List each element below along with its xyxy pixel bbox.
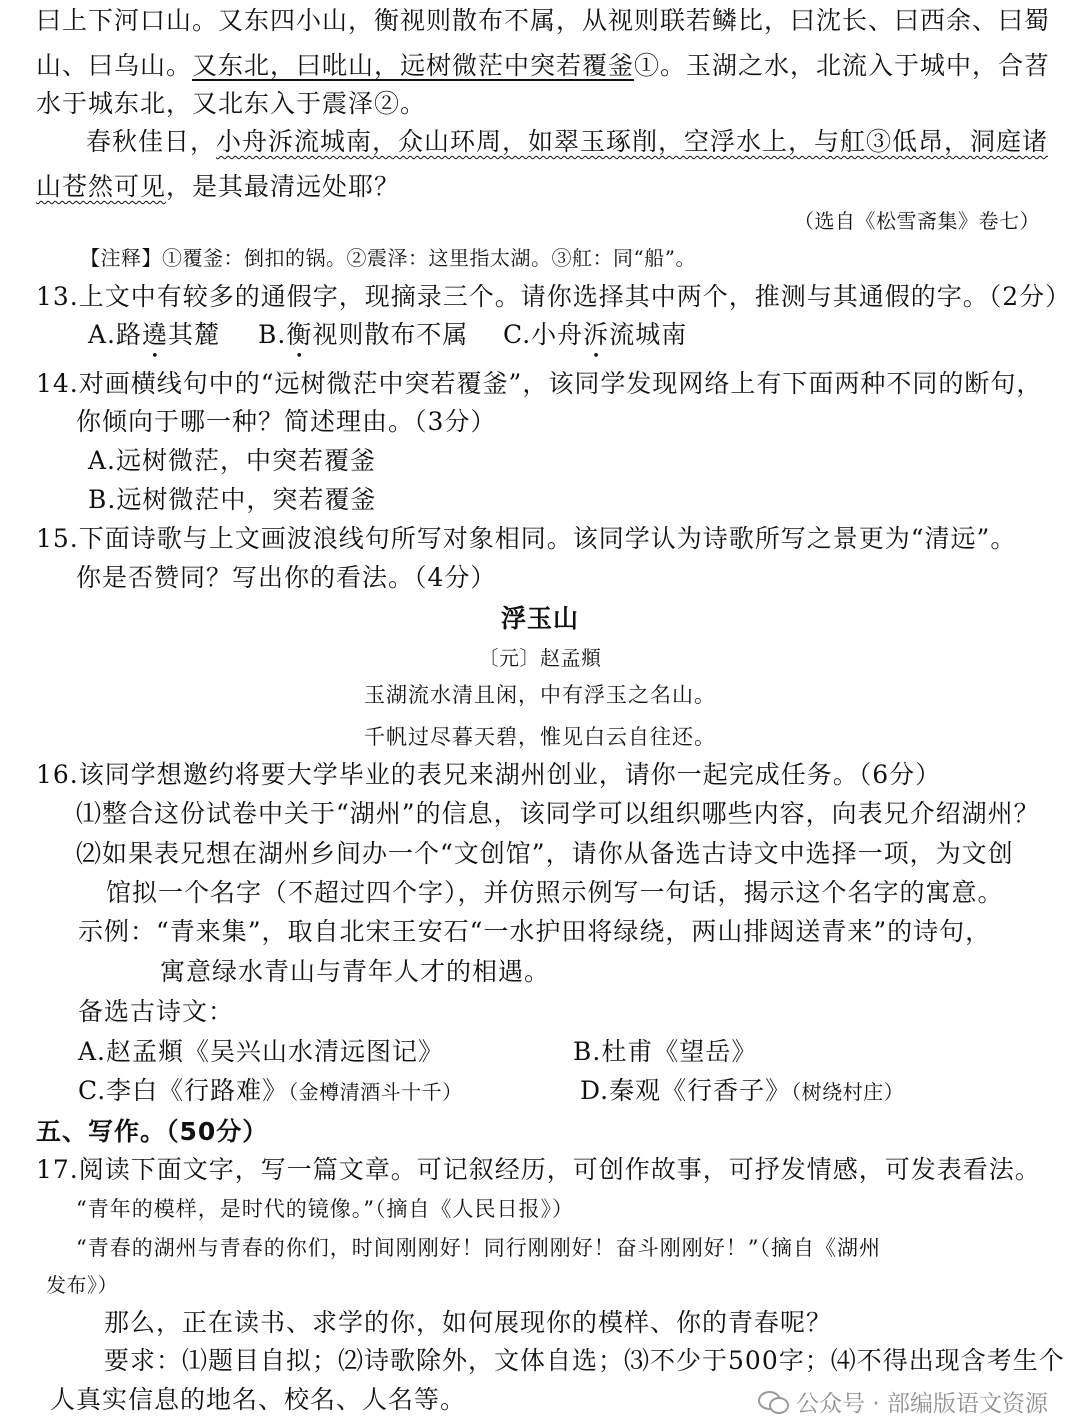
q13-a-post: 其麓 (168, 320, 221, 349)
q16-example-line-2: 寓意绿水青山与青年人才的相遇。 (160, 957, 551, 986)
q13-option-c (503, 320, 687, 364)
q14-option-b: B.远树微茫中，突若覆釜 (88, 485, 377, 514)
q17-quote-1: “青年的模样，是时代的镜像。”（摘自《人民日报》） (76, 1197, 574, 1221)
q16-option-c-note: （金樽清酒斗十千） (288, 1080, 463, 1104)
passage-notes: 【注释】①覆釜：倒扣的锅。②震泽：这里指太湖。③舡：同“船”。 (80, 246, 696, 270)
q16-option-b: B.杜甫《望岳》 (573, 1037, 758, 1066)
q17-requirements-line-2: 人真实信息的地名、校名、人名等。 (50, 1385, 467, 1414)
q17-stem: 17.阅读下面文字，写一篇文章。可记叙经历，可创作故事，可抒发情感，可发表看法。 (36, 1155, 1041, 1184)
q14-stem-line-1: 14.对画横线句中的“远树微茫中突若覆釜”，该同学发现网络上有下面两种不同的断句， (36, 369, 1043, 398)
passage-line-2-start: 山、曰乌山。 (36, 51, 193, 80)
q13-b-dotted: 衡 (286, 320, 313, 349)
q13-a-dotted: 遶 (142, 320, 169, 349)
passage-line-3: 水于城东北，又北东入于震泽②。 (36, 89, 427, 118)
passage-line-2 (36, 51, 1050, 81)
q16-stem: 16.该同学想邀约将要大学毕业的表兄来湖州创业，请你一起完成任务。（6分） (36, 760, 942, 789)
q16-option-c (78, 1076, 463, 1106)
passage-line-5-end: ，是其最清远处耶？ (166, 172, 401, 201)
q15-stem-line-2: 你是否赞同？写出你的看法。（4分） (76, 563, 497, 592)
q13-c-post: 流城南 (609, 320, 688, 349)
watermark-text: 公众号 · 部编版语文资源 (796, 1390, 1048, 1417)
q16-part-1: ⑴整合这份试卷中关于“湖州”的信息，该同学可以组织哪些内容，向表兄介绍湖州？ (76, 799, 1040, 828)
poem-line-1: 玉湖流水清且闲，中有浮玉之名山。 (364, 683, 716, 707)
wechat-icon (758, 1389, 788, 1413)
passage-line-2-end: ①。玉湖之水，北流入于城中，合苕 (634, 51, 1051, 80)
q17-quote-2-line-1: “青春的湖州与青春的你们，时间刚刚好！同行刚刚好！奋斗刚刚好！”（摘自《湖州 (76, 1236, 881, 1260)
q16-options-label: 备选古诗文： (78, 997, 235, 1026)
q13-b-post: 视则散布不属 (312, 320, 469, 349)
watermark (628, 1384, 1048, 1418)
q16-option-a: A.赵孟頫《吴兴山水清远图记》 (78, 1037, 445, 1066)
q13-c-pre: C.小舟 (503, 320, 584, 349)
q16-option-d-title: D.秦观《行香子》 (580, 1076, 792, 1105)
q17-quote-2-line-2: 发布》） (46, 1273, 118, 1297)
poem-line-2: 千帆过尽暮天碧，惟见白云自往还。 (364, 725, 716, 749)
q16-part-2-line-2: 馆拟一个名字（不超过四个字），并仿照示例写一句话，揭示这个名字的寓意。 (106, 878, 1004, 907)
q17-prompt: 那么，正在读书、求学的你，如何展现你的模样、你的青春呢？ (104, 1308, 833, 1337)
q13-option-b (258, 320, 468, 364)
wavy-sentence-part-2: 山苍然可见 (36, 172, 167, 201)
q16-example-line-1: 示例：“青来集”，取自北宋王安石“一水护田将绿绕，两山排闼送青来”的诗句， (78, 917, 992, 946)
passage-line-5 (36, 172, 400, 202)
q15-stem-line-1: 15.下面诗歌与上文画波浪线句所写对象相同。该同学认为诗歌所写之景更为“清远”。 (36, 524, 1017, 553)
q16-part-2-line-1: ⑵如果表兄想在湖州乡间办一个“文创馆”，请你从备选古诗文中选择一项，为文创 (76, 839, 1014, 868)
wavy-sentence-part-1: 小舟泝流城南，众山环周，如翠玉琢削，空浮水上，与舡③低昂，洞庭诸 (216, 127, 1049, 156)
q16-option-d (580, 1076, 904, 1106)
passage-line-4 (86, 127, 1048, 157)
q17-requirements-line-1: 要求：⑴题目自拟；⑵诗歌除外，文体自选；⑶不少于500字；⑷不得出现含考生个 (104, 1346, 1065, 1375)
q16-option-d-note: （树绕村庄） (791, 1080, 905, 1104)
q14-option-a: A.远树微茫，中突若覆釜 (88, 446, 377, 475)
q13-b-pre: B. (258, 320, 287, 349)
q13-stem: 13.上文中有较多的通假字，现摘录三个。请你选择其中两个，推测与其通假的字。（2分） (36, 282, 1072, 311)
passage-source: （选自《松雪斋集》卷七） (794, 209, 1040, 233)
q13-a-pre: A.路 (88, 320, 143, 349)
underlined-sentence: 又东北，曰吡山，远树微茫中突若覆釜 (192, 51, 635, 80)
q13-option-a (88, 320, 220, 364)
poem-author: 〔元〕赵孟頫 (478, 646, 602, 670)
writing-section-heading: 五、写作。（50分） (36, 1117, 269, 1146)
q14-stem-line-2: 你倾向于哪一种？简述理由。（3分） (76, 407, 497, 436)
q13-c-dotted: 泝 (583, 320, 610, 349)
passage-line-4-start: 春秋佳日， (86, 127, 217, 156)
q16-option-c-title: C.李白《行路难》 (78, 1076, 289, 1105)
poem-title: 浮玉山 (500, 604, 579, 633)
passage-line-1: 曰上下河口山。又东四小山，衡视则散布不属，从视则联若鳞比，曰沈长、曰西余、曰蜀 (36, 6, 1051, 35)
